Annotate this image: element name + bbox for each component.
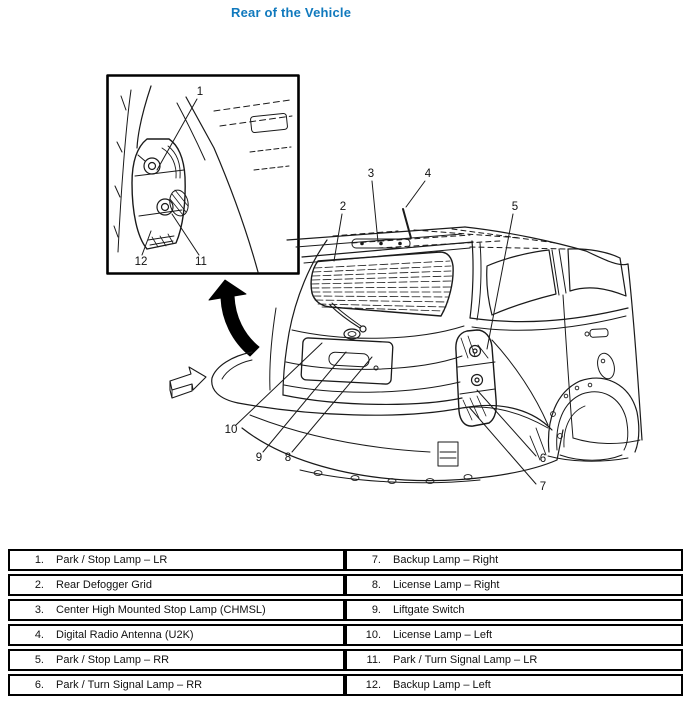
page-title: Rear of the Vehicle <box>231 5 352 20</box>
legend-row-number: 2. <box>34 579 44 591</box>
legend-row-number: 4. <box>34 629 44 641</box>
legend-column-left <box>8 549 345 696</box>
legend-row-number: 1. <box>34 554 44 566</box>
legend-column-right <box>345 549 683 696</box>
legend-row-number: 9. <box>371 604 381 616</box>
callout-1: 1 <box>196 86 204 98</box>
view-direction-arrow-icon <box>170 367 206 398</box>
legend-row-label: License Lamp – Right <box>393 579 500 591</box>
legend-row-number: 6. <box>34 679 44 691</box>
legend-row <box>8 624 345 646</box>
legend-row-number: 3. <box>34 604 44 616</box>
legend-row-label: Park / Stop Lamp – LR <box>56 554 168 566</box>
callout-4: 4 <box>424 168 432 180</box>
legend-row-label: License Lamp – Left <box>393 629 493 641</box>
callout-12: 12 <box>134 256 148 268</box>
legend-row <box>345 574 683 596</box>
legend-row-label: Park / Stop Lamp – RR <box>56 654 170 666</box>
legend-row-label: Rear Defogger Grid <box>56 579 152 591</box>
legend-row <box>8 574 345 596</box>
legend-row <box>8 674 345 696</box>
legend-row <box>8 599 345 621</box>
legend-row-label: Digital Radio Antenna (U2K) <box>56 629 194 641</box>
legend-row <box>345 674 683 696</box>
callout-11: 11 <box>195 256 207 268</box>
callout-7: 7 <box>539 481 547 493</box>
callout-8: 8 <box>284 452 292 464</box>
legend-row-label: Backup Lamp – Left <box>393 679 491 691</box>
legend-row <box>345 599 683 621</box>
legend-row-number: 11. <box>366 654 381 666</box>
legend-row-label: Park / Turn Signal Lamp – RR <box>56 679 203 691</box>
legend-row-number: 8. <box>371 579 381 591</box>
legend-row <box>8 549 345 571</box>
legend-row-number: 5. <box>34 654 44 666</box>
legend-row-label: Liftgate Switch <box>393 604 465 616</box>
curved-up-arrow-icon <box>209 280 259 356</box>
callout-9: 9 <box>255 452 263 464</box>
legend-table <box>8 549 683 696</box>
legend-row <box>345 549 683 571</box>
legend-row-label: Center High Mounted Stop Lamp (CHMSL) <box>56 604 266 616</box>
legend-row-number: 12. <box>365 679 381 691</box>
callout-2: 2 <box>339 201 347 213</box>
legend-row-label: Park / Turn Signal Lamp – LR <box>393 654 538 666</box>
legend-row-number: 7. <box>371 554 381 566</box>
legend-row <box>345 624 683 646</box>
callout-3: 3 <box>367 168 375 180</box>
inset-detail-box <box>108 76 299 274</box>
legend-row-label: Backup Lamp – Right <box>393 554 499 566</box>
callout-5: 5 <box>511 201 519 213</box>
callout-6: 6 <box>539 453 547 465</box>
callout-10: 10 <box>224 424 238 436</box>
legend-row <box>8 649 345 671</box>
legend-row-number: 10. <box>365 629 381 641</box>
legend-row <box>345 649 683 671</box>
